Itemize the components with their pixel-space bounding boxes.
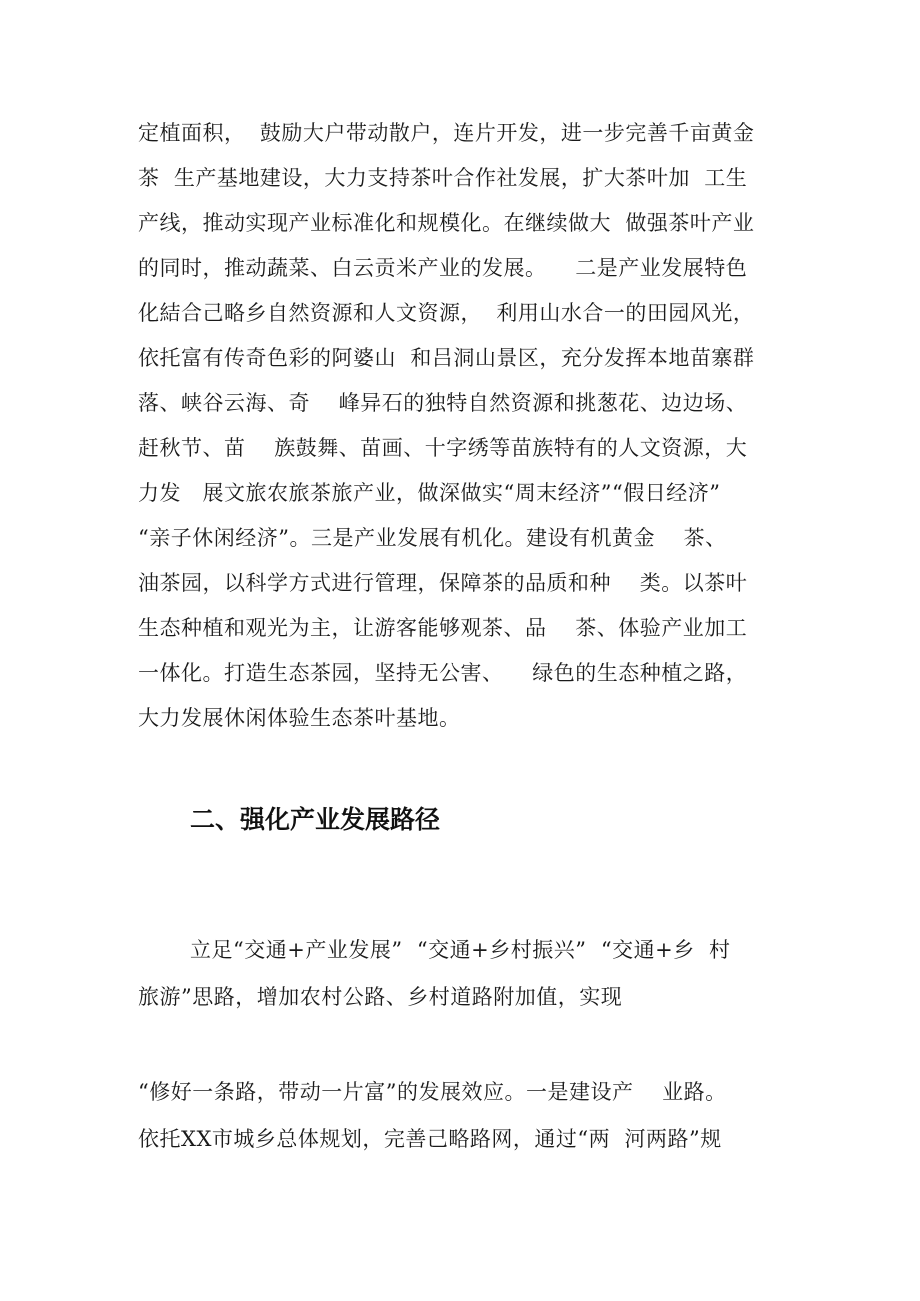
paragraph1-line: 赶秋节、苗 族鼓舞、苗画、十字绣等苗族特有的人文资源，大	[138, 436, 748, 460]
paragraph1-line: 一体化。打造生态茶园，坚持无公害、 绿色的生态种植之路，	[138, 661, 748, 685]
paragraph1-line: 依托富有传奇色彩的阿婆山 和吕洞山景区，充分发挥本地苗寨群	[138, 346, 755, 370]
paragraph1-line: 落、峡谷云海、奇 峰异石的独特自然资源和挑葱花、边边场、	[138, 391, 748, 415]
paragraph1-line: “亲子休闲经济”。三是产业发展有机化。建设有机黄金 茶、	[138, 526, 727, 550]
paragraph1-line: 生态种植和观光为主，让游客能够观茶、品 茶、体验产业加工	[138, 616, 748, 640]
paragraph1-line: 茶 生产基地建设，大力支持茶叶合作社发展，扩大茶叶加 工生	[138, 166, 748, 190]
paragraph2-line: 立足“交通+产业发展” “交通+乡村振兴” “交通+乡 村	[190, 938, 731, 962]
paragraph1-line: 产线，推动实现产业标准化和规模化。在继续做大 做强茶叶产业	[138, 211, 755, 235]
paragraph1-line: 定植面积， 鼓励大户带动散户，连片开发，进一步完善千亩黄金	[138, 121, 755, 145]
paragraph3-line: “修好一条路，带动一片富”的发展效应。一是建设产 业路。	[138, 1080, 727, 1104]
paragraph2-line: 旅游”思路，增加农村公路、乡村道路附加值，实现	[138, 985, 623, 1009]
section-heading: 二、强化产业发展路径	[190, 805, 441, 834]
paragraph3-line: 依托XX市城乡总体规划，完善己略路网，通过“两 河两路”规	[138, 1127, 722, 1151]
paragraph1-line: 的同时，推动蔬菜、白云贡米产业的发展。 二是产业发展特色	[138, 256, 748, 280]
paragraph1-line: 力发 展文旅农旅茶旅产业，做深做实“周末经济”“假日经济”	[138, 481, 721, 505]
paragraph1-line: 化結合己略乡自然资源和人文资源， 利用山水合一的田园风光，	[138, 301, 755, 325]
paragraph1-line: 油茶园，以科学方式进行管理，保障茶的品质和种 类。以茶叶	[138, 571, 748, 595]
paragraph1-line: 大力发展休闲体验生态茶叶基地。	[138, 706, 461, 730]
